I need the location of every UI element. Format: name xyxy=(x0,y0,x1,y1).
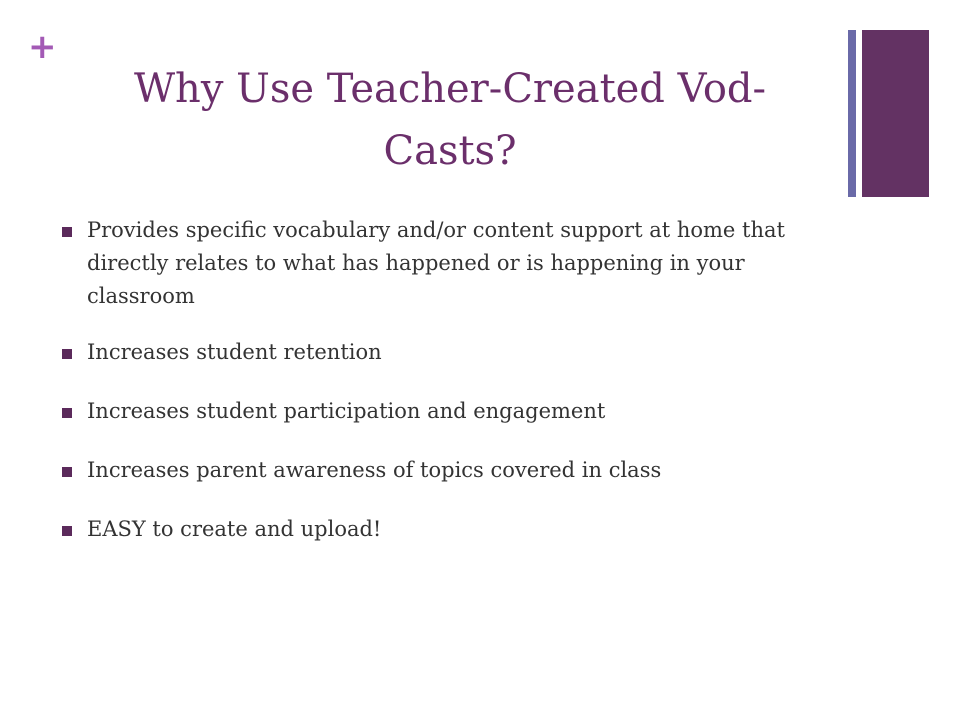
bullet-list xyxy=(62,214,832,572)
bullet-item xyxy=(62,336,832,369)
square-bullet-icon xyxy=(62,349,72,359)
bullet-item xyxy=(62,454,832,487)
bullet-text: Increases parent awareness of topics covered in class xyxy=(87,458,662,482)
square-bullet-icon xyxy=(62,467,72,477)
bullet-text: Provides specific vocabulary and/or content support at home that directly relates to what has happened or is happening in your classroom xyxy=(87,218,785,308)
plus-icon: + xyxy=(28,27,57,67)
bullet-item xyxy=(62,395,832,428)
bullet-item xyxy=(62,513,832,546)
square-bullet-icon xyxy=(62,408,72,418)
slide-title: Why Use Teacher-Created Vod-Casts? xyxy=(133,66,767,174)
square-bullet-icon xyxy=(62,526,72,536)
bullet-text: EASY to create and upload! xyxy=(87,517,382,541)
bullet-text: Increases student participation and engagement xyxy=(87,399,606,423)
square-bullet-icon xyxy=(62,227,72,237)
bullet-text: Increases student retention xyxy=(87,340,382,364)
bullet-item xyxy=(62,214,832,313)
accent-bar-thin xyxy=(848,30,856,197)
accent-bar-wide xyxy=(862,30,929,197)
